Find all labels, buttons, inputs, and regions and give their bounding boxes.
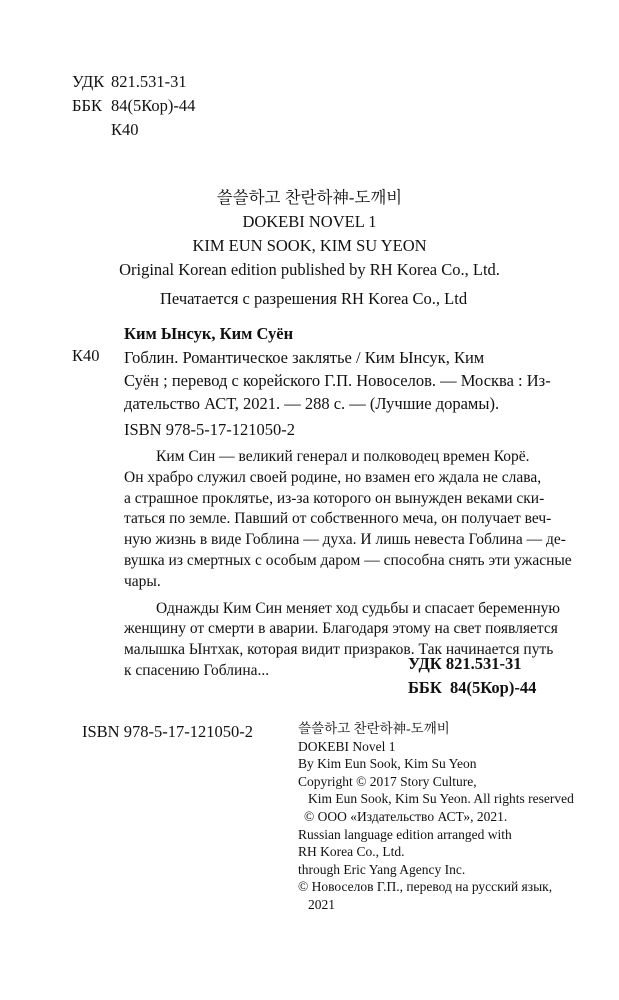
bottom-codes: [408, 652, 536, 700]
rights-line: 쓸쓸하고 찬란하神-도깨비: [298, 721, 450, 736]
rights-line: Kim Eun Sook, Kim Su Yeon. All rights reserved: [308, 791, 574, 807]
rights-line: RH Korea Co., Ltd.: [298, 844, 405, 860]
original-edition: Original Korean edition published by RH Korea Co., Ltd.: [119, 260, 500, 279]
blurb-line: чары.: [124, 572, 161, 590]
blurb-line: Однажды Ким Син меняет ход судьбы и спасает беременную: [156, 599, 560, 617]
annotation-line: дательство АСТ, 2021. — 288 с. — (Лучшие дорамы).: [124, 394, 500, 413]
bottom-udk: УДК 821.531-31: [408, 654, 522, 673]
rights-line: © Новоселов Г.П., перевод на русский язык,: [298, 879, 553, 895]
english-title: DOKEBI NOVEL 1: [242, 212, 377, 231]
udk-row: [72, 70, 195, 94]
blurb-line: вушка из смертных с особым даром — способна снять эти ужасные: [124, 551, 572, 569]
rights-line: By Kim Eun Sook, Kim Su Yeon: [298, 756, 477, 772]
permission-line: Печатается с разрешения RH Korea Co., Ltd: [160, 289, 468, 308]
udk-label: УДК: [72, 72, 105, 91]
blurb-line: Он храбро служил своей родине, но взамен его ждала не слава,: [124, 468, 542, 486]
rights-line: © ООО «Издательство АСТ», 2021.: [304, 808, 508, 824]
rights-line: Copyright © 2017 Story Culture,: [298, 773, 477, 789]
blurb-line: ную жизнь в виде Гоблина — духа. И лишь невеста Гоблина — де-: [124, 531, 566, 549]
bottom-isbn: ISBN 978-5-17-121050-2: [82, 722, 253, 741]
korean-title: 쓸쓸하고 찬란하神-도깨비: [216, 188, 403, 207]
annotation-line: Суён ; перевод с корейского Г.П. Новоселов. — Москва : Из-: [124, 371, 551, 390]
bbk-value: 84(5Кор)-44: [111, 96, 196, 115]
rights-block: [298, 720, 574, 914]
udk-value: 821.531-31: [111, 72, 187, 91]
blurb-line: малышка Ынтхак, которая видит призраков. Так начинается путь: [124, 641, 554, 659]
rights-line: through Eric Yang Agency Inc.: [298, 861, 466, 877]
rights-line: 2021: [308, 896, 335, 912]
catalog-annotation: [124, 346, 552, 415]
blurb-line: Ким Син — великий генерал и полководец времен Корё.: [156, 448, 530, 465]
bbk-row: [72, 94, 195, 118]
catalog-isbn: ISBN 978-5-17-121050-2: [124, 420, 295, 439]
blurb-line: таться по земле. Павший от собственного меча, он получает веч-: [124, 510, 552, 528]
rights-line: DOKEBI Novel 1: [298, 738, 396, 754]
blurb-line: а страшное проклятье, из-за которого он вынужден веками ски-: [124, 489, 545, 507]
catalog-authors: Ким Ынсук, Ким Суён: [124, 324, 294, 343]
catalog-author-mark: К40: [72, 346, 100, 365]
author-mark-row: [72, 118, 195, 142]
bbk-label: ББК: [72, 96, 102, 115]
blurb-line: женщину от смерти в аварии. Благодаря этому на свет появляется: [124, 620, 558, 638]
annotation-line: Гоблин. Романтическое заклятье / Ким Ынсук, Ким: [124, 348, 485, 367]
blurb: [124, 447, 572, 682]
blurb-line: к спасению Гоблина...: [124, 661, 270, 679]
bottom-bbk: ББК 84(5Кор)-44: [408, 678, 537, 697]
classification-codes: [72, 70, 195, 142]
author-mark: К40: [111, 120, 139, 139]
rights-line: Russian language edition arranged with: [298, 826, 512, 842]
authors-latin: KIM EUN SOOK, KIM SU YEON: [192, 236, 427, 255]
